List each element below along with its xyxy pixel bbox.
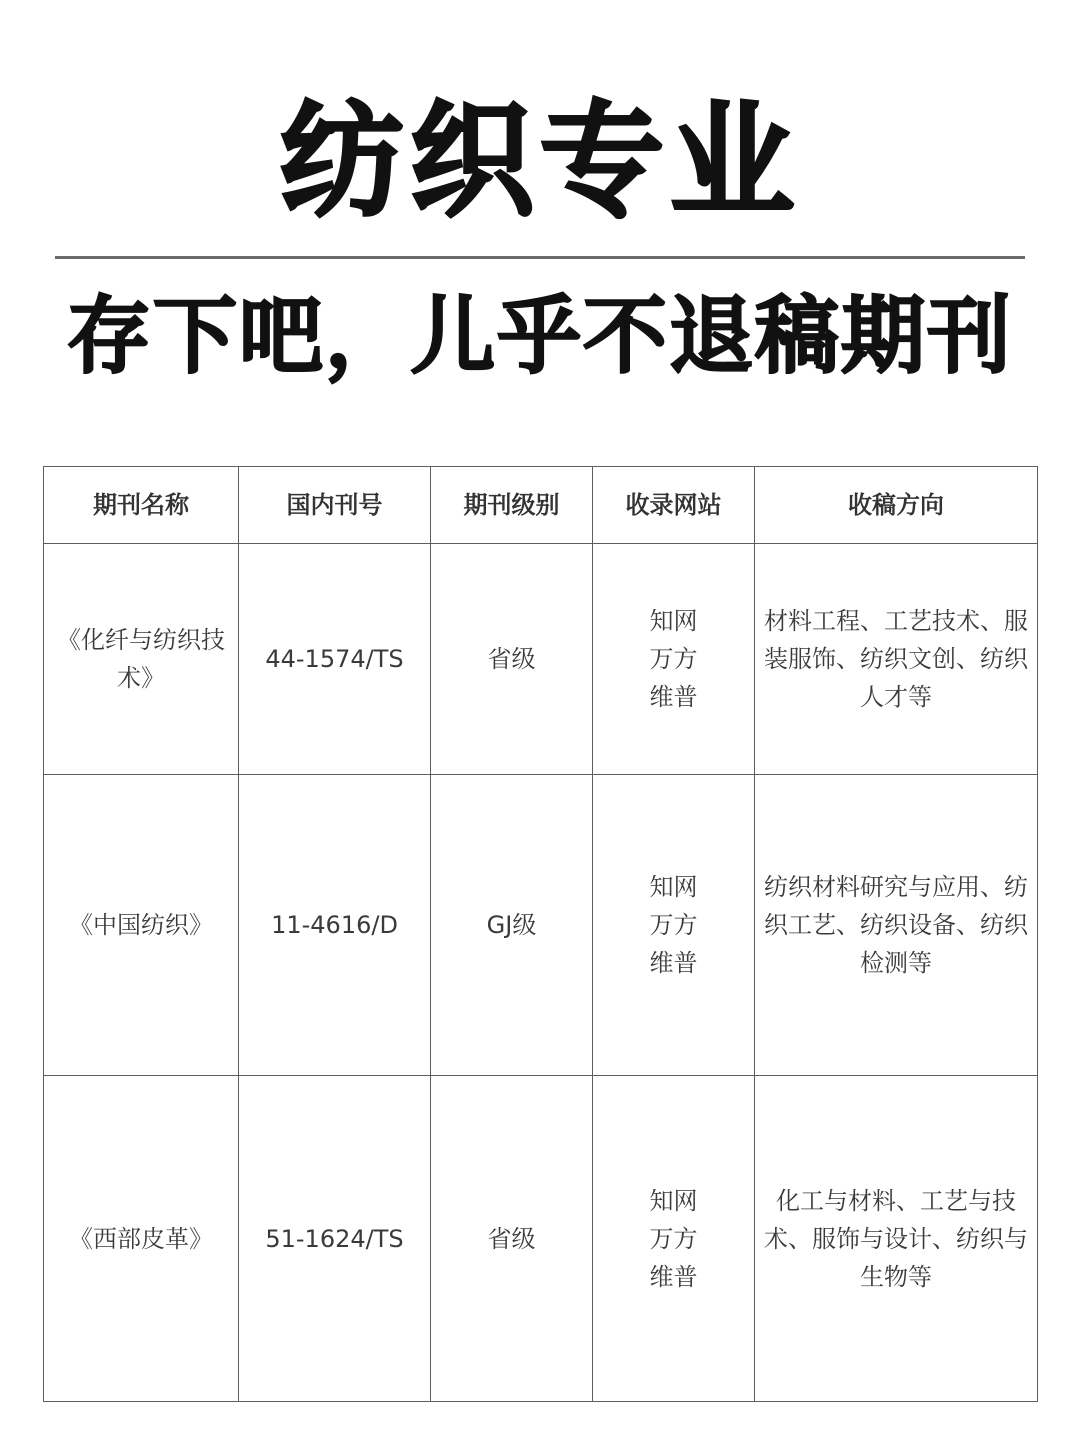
journal-name-cell: 《中国纺织》 [44,775,239,1076]
level-cell: 省级 [431,544,593,775]
direction-cell: 化工与材料、工艺与技术、服饰与设计、纺织与生物等 [755,1076,1038,1402]
site-item: 维普 [649,949,698,977]
issn-cell: 11-4616/D [239,775,431,1076]
site-item: 万方 [649,645,698,673]
column-header-level: 期刊级别 [431,467,593,544]
column-header-sites: 收录网站 [593,467,755,544]
column-header-name: 期刊名称 [44,467,239,544]
table-row [44,544,1038,775]
sites-cell [593,775,755,1076]
table-header-row [44,467,1038,544]
site-item: 万方 [649,1224,698,1253]
site-item: 维普 [649,1262,698,1291]
site-item: 知网 [649,873,698,901]
level-cell: GJ级 [431,775,593,1076]
table-row [44,775,1038,1076]
site-item: 知网 [649,1186,698,1215]
journal-name-cell: 《化纤与纺织技术》 [44,544,239,775]
page-title: 纺织专业 [279,90,800,234]
journal-table [43,466,1038,1402]
column-header-direction: 收稿方向 [755,467,1038,544]
page-subtitle: 存下吧，儿乎不退稿期刊 [66,287,1013,385]
direction-cell: 材料工程、工艺技术、服装服饰、纺织文创、纺织人才等 [755,544,1038,775]
table-row [44,1076,1038,1402]
sites-cell [593,544,755,775]
level-cell: 省级 [431,1076,593,1402]
issn-cell: 44-1574/TS [239,544,431,775]
sites-cell [593,1076,755,1402]
site-item: 知网 [649,607,698,635]
title-divider [55,256,1025,259]
issn-cell: 51-1624/TS [239,1076,431,1402]
column-header-issn: 国内刊号 [239,467,431,544]
site-item: 万方 [649,911,698,939]
direction-cell: 纺织材料研究与应用、纺织工艺、纺织设备、纺织检测等 [755,775,1038,1076]
site-item: 维普 [649,683,698,711]
journal-name-cell: 《西部皮革》 [44,1076,239,1402]
